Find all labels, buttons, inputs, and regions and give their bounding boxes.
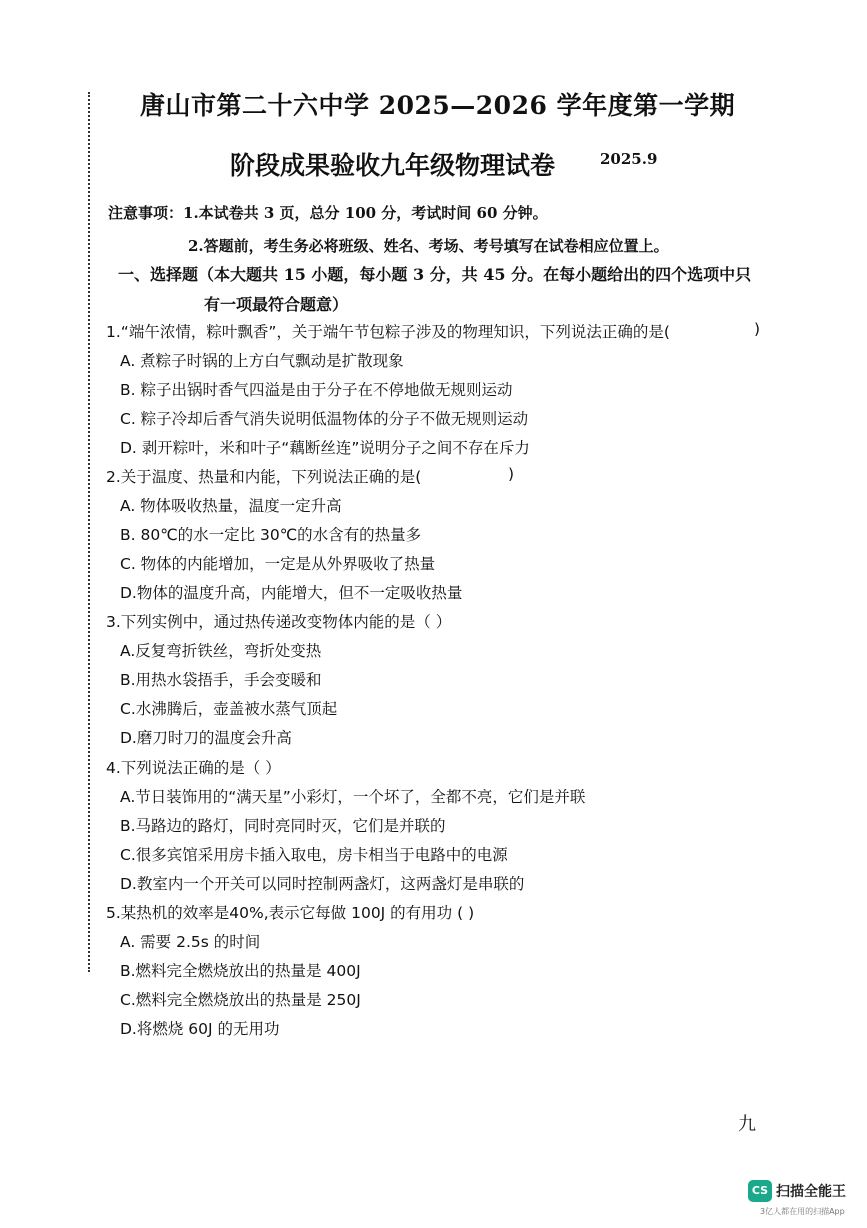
question-1-option-c: C. 粽子冷却后香气消失说明低温物体的分子不做无规则运动 bbox=[120, 410, 529, 428]
question-3-stem: 3.下列实例中，通过热传递改变物体内能的是（ ） bbox=[106, 613, 452, 631]
section-heading-line-1: 一、选择题（本大题共 15 小题，每小题 3 分，共 45 分。在每小题给出的四个选项中只 bbox=[118, 265, 752, 284]
question-5-option-a: A. 需要 2.5s 的时间 bbox=[120, 933, 261, 951]
notice-line-2: 2.答题前，考生务必将班级、姓名、考场、考号填写在试卷相应位置上。 bbox=[188, 237, 669, 255]
question-4-option-a: A.节日装饰用的“满天星”小彩灯，一个坏了，全都不亮，它们是并联 bbox=[120, 788, 586, 806]
question-3-option-c: C.水沸腾后，壶盖被水蒸气顶起 bbox=[120, 700, 338, 718]
question-4-option-d: D.教室内一个开关可以同时控制两盏灯，这两盏灯是串联的 bbox=[120, 875, 525, 893]
question-1-option-d: D. 剥开粽叶，米和叶子“藕断丝连”说明分子之间不存在斥力 bbox=[120, 439, 530, 457]
question-2-option-a: A. 物体吸收热量，温度一定升高 bbox=[120, 497, 342, 515]
question-1-stem: 1.“端午浓情，粽叶飘香”，关于端午节包粽子涉及的物理知识，下列说法正确的是( bbox=[106, 323, 670, 341]
scanner-app-tagline: 3亿人都在用的扫描App bbox=[760, 1207, 845, 1216]
question-2-stem: 2.关于温度、热量和内能，下列说法正确的是( bbox=[106, 468, 422, 486]
exam-date: 2025.9 bbox=[600, 150, 658, 168]
question-2-option-d: D.物体的温度升高，内能增大，但不一定吸收热量 bbox=[120, 584, 463, 602]
question-4-stem: 4.下列说法正确的是（ ） bbox=[106, 759, 281, 777]
question-5-option-d: D.将燃烧 60J 的无用功 bbox=[120, 1020, 280, 1038]
question-3-option-b: B.用热水袋捂手，手会变暖和 bbox=[120, 671, 322, 689]
question-2-option-c: C. 物体的内能增加，一定是从外界吸收了热量 bbox=[120, 555, 436, 573]
binding-dotted-line bbox=[88, 92, 90, 972]
exam-title-line1: 唐山市第二十六中学 2025—2026 学年度第一学期 bbox=[140, 91, 736, 120]
question-3-option-d: D.磨刀时刀的温度会升高 bbox=[120, 729, 292, 747]
page-mark: 九 bbox=[738, 1114, 756, 1135]
question-3-option-a: A.反复弯折铁丝，弯折处变热 bbox=[120, 642, 322, 660]
camscanner-logo-icon: CS bbox=[748, 1180, 772, 1202]
question-2-option-b: B. 80℃的水一定比 30℃的水含有的热量多 bbox=[120, 526, 422, 544]
section-heading-line-2: 有一项最符合题意） bbox=[204, 295, 349, 314]
exam-title-line2: 阶段成果验收九年级物理试卷 bbox=[230, 151, 556, 180]
question-1-option-a: A. 煮粽子时锅的上方白气飘动是扩散现象 bbox=[120, 352, 404, 370]
question-1-option-b: B. 粽子出锅时香气四溢是由于分子在不停地做无规则运动 bbox=[120, 381, 513, 399]
question-1-bracket-close: ) bbox=[754, 320, 761, 338]
question-5-option-b: B.燃料完全燃烧放出的热量是 400J bbox=[120, 962, 361, 980]
scanner-app-name: 扫描全能王 bbox=[776, 1184, 846, 1200]
question-4-option-b: B.马路边的路灯，同时亮同时灭，它们是并联的 bbox=[120, 817, 446, 835]
question-4-option-c: C.很多宾馆采用房卡插入取电，房卡相当于电路中的电源 bbox=[120, 846, 508, 864]
question-5-option-c: C.燃料完全燃烧放出的热量是 250J bbox=[120, 991, 361, 1009]
notice-line-1: 注意事项：1.本试卷共 3 页，总分 100 分，考试时间 60 分钟。 bbox=[108, 204, 548, 222]
question-2-bracket-close: ) bbox=[508, 465, 515, 483]
question-5-stem: 5.某热机的效率是40%,表示它每做 100J 的有用功 ( ) bbox=[106, 904, 475, 922]
